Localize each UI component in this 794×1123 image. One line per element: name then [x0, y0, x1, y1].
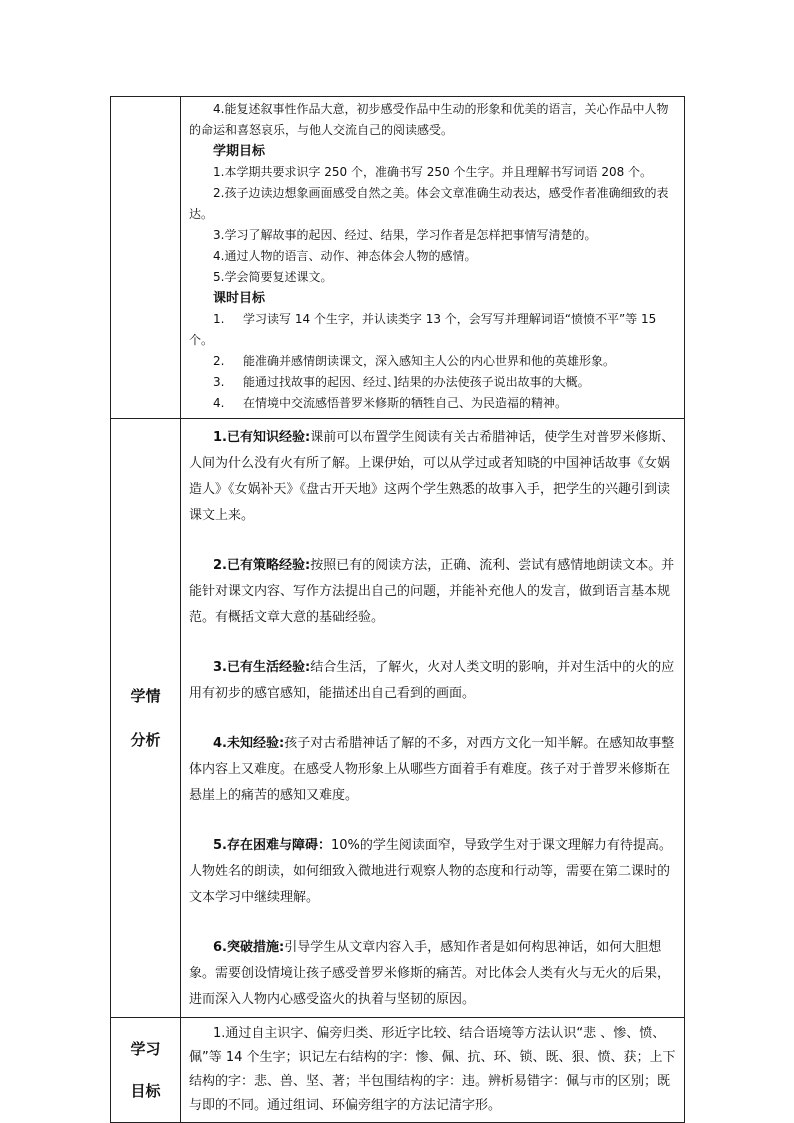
lesson-goal-text: 能通过找故事的起因、经过、]结果的办法使孩子说出故事的大概。	[243, 375, 590, 389]
lesson-goal-item	[189, 372, 678, 393]
term-goal-item: 3.学习了解故事的起因、经过、结果，学习作者是怎样把事情写清楚的。	[213, 228, 597, 242]
term-goal-item: 5.学会简要复述课文。	[213, 270, 333, 284]
analysis-item-text: 课前可以布置学生阅读有关古希腊神话，使学生对普罗米修斯、人间为什么没有火有所了解。上课伊始，可以从学过或者知晓的中国神话故事《女娲造人》《女娲补天》《盘古开天地》这两个学生熟悉的故事入手，把学生的兴趣引到读课文上来。	[189, 430, 675, 523]
learning-label-line: 目标	[130, 1082, 161, 1100]
goals-content-cell	[181, 97, 685, 419]
learning-row	[111, 1018, 685, 1123]
learning-label-line: 学习	[130, 1040, 161, 1058]
learning-label-cell	[111, 1018, 181, 1123]
lesson-goal-number: 3.	[213, 375, 225, 389]
analysis-label-line: 分析	[130, 731, 161, 749]
analysis-item-lead: 5.存在困难与障碍：	[213, 838, 331, 853]
lesson-goal-text: 学习读写 14 个生字，并认读类字 13 个，会写写并理解词语“愤愤不平”等 15 个。	[189, 312, 657, 347]
goals-row	[111, 97, 685, 419]
analysis-item	[189, 935, 678, 1013]
standard-item-4: 4.能复述叙事性作品大意，初步感受作品中生动的形象和优美的语言，关心作品中人物的命运和喜怒哀乐，与他人交流自己的阅读感受。	[189, 102, 669, 137]
lesson-plan-table	[110, 96, 685, 1123]
lesson-goals-heading: 课时目标	[213, 291, 266, 306]
analysis-item-text: 按照已有的阅读方法，正确、流利、尝试有感情地朗读文本。并能针对课文内容、写作方法提出自己的问题，并能补充他人的发言，做到语言基本规范。有概括文章大意的基础经验。	[189, 558, 675, 625]
lesson-goal-number: 2.	[213, 354, 225, 368]
analysis-item-lead: 6.突破措施:	[213, 940, 285, 955]
analysis-item-text: 引导学生从文章内容入手，感知作者是如何构思神话，如何大胆想象。需要创设情境让孩子感受普罗米修斯的痛苦。对比体会人类有火与无火的后果，进而深入人物内心感受盗火的执着与坚韧的原因。	[189, 940, 671, 1007]
lesson-goal-item	[189, 351, 678, 372]
lesson-goal-item	[189, 393, 678, 414]
analysis-item	[189, 425, 678, 529]
lesson-goal-text: 能准确并感情朗读课文，深入感知主人公的内心世界和他的英雄形象。	[243, 354, 616, 368]
analysis-label-line: 学情	[130, 687, 161, 705]
learning-content-cell	[181, 1018, 685, 1123]
analysis-item-text: 10%的学生阅读面窄，导致学生对于课文理解力有待提高。人物姓名的朗读，如何细致入微地进行观察人物的态度和行动等，需要在第二课时的文本学习中继续理解。	[189, 838, 672, 905]
analysis-row	[111, 419, 685, 1018]
term-goal-item: 1.本学期共要求识字 250 个，准确书写 250 个生字。并且理解书写词语 208 个。	[213, 165, 653, 179]
analysis-label-cell	[111, 419, 181, 1018]
lesson-goal-number: 1.	[213, 312, 225, 326]
analysis-item	[189, 731, 678, 809]
lesson-goal-item	[189, 309, 678, 351]
analysis-item	[189, 833, 678, 911]
analysis-item-text: 孩子对古希腊神话了解的不多，对西方文化一知半解。在感知故事整体内容上又难度。在感受人物形象上从哪些方面着手有难度。孩子对于普罗米修斯在悬崖上的痛苦的感知又难度。	[189, 736, 675, 803]
term-goal-item: 2.孩子边读边想象画面感受自然之美。体会文章准确生动表达，感受作者准确细致的表达。	[189, 186, 669, 221]
term-goal-item: 4.通过人物的语言、动作、神态体会人物的感情。	[213, 249, 477, 263]
analysis-item-lead: 3.已有生活经验:	[213, 660, 311, 675]
lesson-goal-text: 在情境中交流感悟普罗米修斯的牺牲自己、为民造福的精神。	[243, 396, 568, 410]
goals-label-cell	[111, 97, 181, 419]
analysis-item	[189, 553, 678, 631]
analysis-item-text: 结合生活，了解火，火对人类文明的影响，并对生活中的火的应用有初步的感官感知，能描述出自己看到的画面。	[189, 660, 675, 701]
analysis-item-lead: 2.已有策略经验:	[213, 558, 311, 573]
analysis-item-lead: 1.已有知识经验:	[213, 430, 311, 445]
analysis-item	[189, 655, 678, 707]
learning-goal-text: 1.通过自主识字、偏旁归类、形近字比较、结合语境等方法认识“悲 、惨、愤、佩”等 14 个生字；识记左右结构的字：惨、佩、抗、环、锁、既、狠、愤、获；上下结构的字：悲、兽、坚、著；半包围结构的字：违。辨析易错字：佩与市的区别；既与即的不同。通过组词、环偏旁组字的方法记清字形。	[189, 1026, 676, 1113]
analysis-item-lead: 4.未知经验:	[213, 736, 285, 751]
term-goals-heading: 学期目标	[213, 144, 266, 159]
analysis-content-cell	[181, 419, 685, 1018]
lesson-goal-number: 4.	[213, 396, 225, 410]
